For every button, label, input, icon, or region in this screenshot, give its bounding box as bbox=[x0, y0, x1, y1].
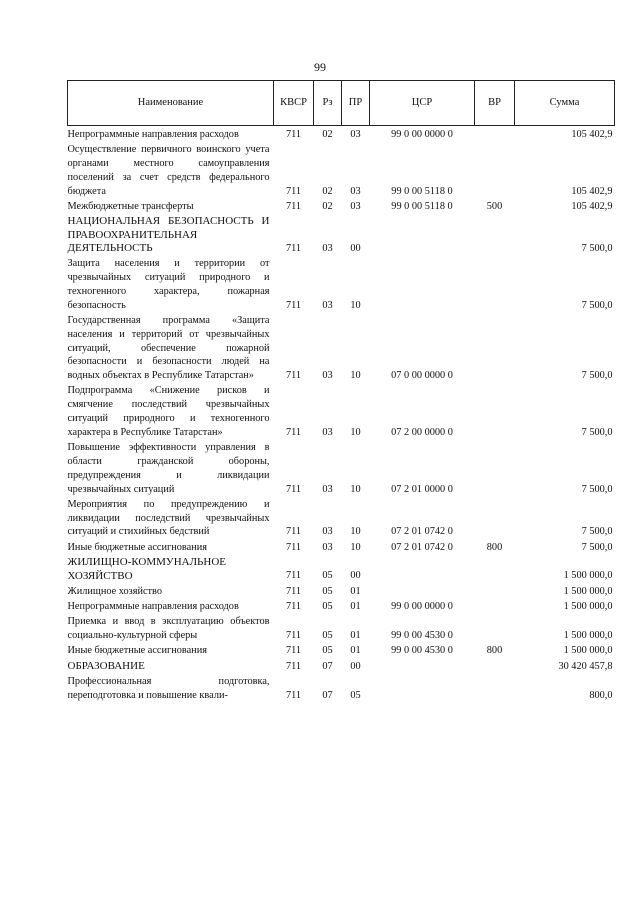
table-row bbox=[68, 126, 615, 144]
cell-kvsr: 711 bbox=[285, 526, 302, 538]
cell-name: Профессиональная подготовка, переподготовка и повышение квали- bbox=[67, 675, 270, 701]
cell-name: Приемка и ввод в эксплуатацию объектов социально-культурной сферы bbox=[67, 616, 270, 641]
header-csr: ЦСР bbox=[370, 81, 475, 126]
cell-rz: 03 bbox=[322, 426, 333, 438]
table-body bbox=[68, 126, 615, 704]
cell-vr bbox=[475, 314, 515, 384]
cell-vr bbox=[475, 441, 515, 498]
table-row bbox=[68, 585, 615, 600]
cell-rz: 05 bbox=[322, 629, 333, 641]
cell-vr bbox=[475, 585, 515, 600]
table-header-row bbox=[68, 81, 615, 126]
cell-vr bbox=[475, 498, 515, 541]
cell-sum: 1 500 000,0 bbox=[563, 585, 613, 597]
cell-csr: 99 0 00 4530 0 bbox=[391, 645, 453, 657]
cell-name: Осуществление первичного воинского учета органами местного самоуправления поселений за счет средств федерального бюджета bbox=[67, 144, 270, 197]
cell-csr bbox=[370, 257, 475, 314]
cell-kvsr: 711 bbox=[285, 185, 302, 197]
cell-kvsr: 711 bbox=[285, 299, 302, 311]
cell-pr: 05 bbox=[350, 689, 361, 701]
table-row bbox=[68, 200, 615, 215]
cell-kvsr: 711 bbox=[285, 570, 302, 582]
cell-vr: 500 bbox=[486, 200, 503, 212]
cell-pr: 10 bbox=[350, 426, 361, 438]
cell-csr: 99 0 00 4530 0 bbox=[391, 629, 453, 641]
cell-rz: 03 bbox=[322, 299, 333, 311]
cell-pr: 03 bbox=[350, 200, 361, 212]
cell-vr bbox=[475, 675, 515, 704]
cell-pr: 03 bbox=[350, 185, 361, 197]
cell-rz: 05 bbox=[322, 585, 333, 597]
cell-csr bbox=[370, 675, 475, 704]
cell-csr bbox=[370, 215, 475, 257]
cell-kvsr: 711 bbox=[285, 242, 302, 254]
cell-kvsr: 711 bbox=[285, 600, 302, 612]
cell-pr: 10 bbox=[350, 541, 361, 553]
table-row bbox=[68, 314, 615, 384]
table-row bbox=[68, 615, 615, 644]
page-number: 99 bbox=[314, 60, 326, 74]
cell-csr: 07 2 01 0742 0 bbox=[391, 526, 453, 538]
cell-sum: 105 402,9 bbox=[571, 185, 613, 197]
cell-csr: 99 0 00 0000 0 bbox=[391, 129, 453, 140]
cell-kvsr: 711 bbox=[285, 370, 302, 382]
cell-csr bbox=[370, 585, 475, 600]
cell-vr: 800 bbox=[486, 645, 503, 657]
table-row bbox=[68, 675, 615, 704]
cell-vr bbox=[475, 600, 515, 615]
cell-pr: 10 bbox=[350, 526, 361, 538]
cell-csr bbox=[370, 556, 475, 585]
cell-pr: 00 bbox=[350, 660, 361, 672]
cell-kvsr: 711 bbox=[285, 689, 302, 701]
cell-sum: 7 500,0 bbox=[581, 370, 613, 382]
budget-table bbox=[67, 80, 615, 704]
cell-name: Защита населения и территории от чрезвычайных ситуаций природного и техногенного характера, пожарная безопасность bbox=[67, 258, 270, 311]
cell-csr: 07 2 00 0000 0 bbox=[391, 426, 453, 438]
cell-name: Жилищное хозяйство bbox=[67, 585, 162, 597]
cell-kvsr: 711 bbox=[285, 629, 302, 641]
cell-name: ОБРАЗОВАНИЕ bbox=[67, 659, 145, 672]
cell-vr: 800 bbox=[486, 541, 503, 553]
cell-sum: 105 402,9 bbox=[571, 129, 613, 140]
cell-vr bbox=[475, 257, 515, 314]
cell-rz: 03 bbox=[322, 242, 333, 254]
cell-sum: 7 500,0 bbox=[581, 483, 613, 495]
cell-pr: 01 bbox=[350, 645, 361, 657]
cell-csr: 99 0 00 5118 0 bbox=[391, 185, 453, 197]
cell-vr bbox=[475, 660, 515, 675]
table-row bbox=[68, 215, 615, 257]
header-vr: ВР bbox=[475, 81, 515, 126]
cell-pr: 00 bbox=[350, 242, 361, 254]
cell-kvsr: 711 bbox=[285, 426, 302, 438]
cell-rz: 03 bbox=[322, 483, 333, 495]
table-row bbox=[68, 644, 615, 659]
cell-name: Межбюджетные трансферты bbox=[67, 200, 194, 212]
header-pr: ПР bbox=[342, 81, 370, 126]
header-name: Наименование bbox=[68, 81, 274, 126]
cell-rz: 07 bbox=[322, 660, 333, 672]
cell-rz: 02 bbox=[322, 129, 333, 140]
cell-vr bbox=[475, 384, 515, 441]
cell-sum: 7 500,0 bbox=[581, 426, 613, 438]
cell-rz: 05 bbox=[322, 600, 333, 612]
cell-name: Иные бюджетные ассигнования bbox=[67, 541, 207, 553]
cell-sum: 30 420 457,8 bbox=[558, 660, 613, 672]
cell-rz: 03 bbox=[322, 526, 333, 538]
cell-vr bbox=[475, 126, 515, 144]
cell-sum: 7 500,0 bbox=[581, 541, 613, 553]
cell-kvsr: 711 bbox=[285, 541, 302, 553]
cell-rz: 03 bbox=[322, 541, 333, 553]
cell-name: Мероприятия по предупреждению и ликвидации последствий чрезвычайных ситуаций и стихийных бедствий bbox=[67, 498, 270, 538]
cell-rz: 03 bbox=[322, 370, 333, 382]
cell-pr: 00 bbox=[350, 570, 361, 582]
cell-rz: 05 bbox=[322, 645, 333, 657]
cell-sum: 1 500 000,0 bbox=[563, 600, 613, 612]
cell-vr bbox=[475, 215, 515, 257]
cell-sum: 1 500 000,0 bbox=[563, 570, 613, 582]
header-sum: Сумма bbox=[515, 81, 615, 126]
cell-csr: 99 0 00 0000 0 bbox=[391, 600, 453, 612]
table-row bbox=[68, 257, 615, 314]
cell-name: ЖИЛИЩНО-КОММУНАЛЬНОЕ ХОЗЯЙСТВО bbox=[67, 556, 226, 582]
cell-sum: 7 500,0 bbox=[581, 526, 613, 538]
cell-pr: 03 bbox=[350, 129, 361, 140]
cell-sum: 1 500 000,0 bbox=[563, 645, 613, 657]
cell-pr: 01 bbox=[350, 585, 361, 597]
cell-sum: 105 402,9 bbox=[571, 200, 613, 212]
cell-pr: 10 bbox=[350, 299, 361, 311]
cell-csr: 07 0 00 0000 0 bbox=[391, 370, 453, 382]
cell-vr bbox=[475, 143, 515, 200]
cell-sum: 1 500 000,0 bbox=[563, 629, 613, 641]
cell-kvsr: 711 bbox=[285, 129, 302, 140]
cell-kvsr: 711 bbox=[285, 200, 302, 212]
cell-sum: 800,0 bbox=[589, 689, 613, 701]
cell-kvsr: 711 bbox=[285, 585, 302, 597]
cell-name: Подпрограмма «Снижение рисков и смягчение последствий чрезвычайных ситуаций природного и техногенного характера в Республике Татарстан» bbox=[67, 385, 270, 438]
table-row bbox=[68, 384, 615, 441]
cell-sum: 7 500,0 bbox=[581, 242, 613, 254]
cell-name: Государственная программа «Защита населения и территорий от чрезвычайных ситуаций, обеспечение пожарной безопасности и безопасности людей на водных объектах в Республике Татарстан» bbox=[67, 314, 270, 382]
table-row bbox=[68, 498, 615, 541]
header-kvsr: КВСР bbox=[274, 81, 314, 126]
cell-pr: 01 bbox=[350, 629, 361, 641]
table-row bbox=[68, 556, 615, 585]
cell-csr bbox=[370, 660, 475, 675]
cell-name: НАЦИОНАЛЬНАЯ БЕЗОПАСНОСТЬ И ПРАВООХРАНИТЕЛЬНАЯ ДЕЯТЕЛЬНОСТЬ bbox=[67, 215, 270, 255]
cell-vr bbox=[475, 615, 515, 644]
cell-csr: 99 0 00 5118 0 bbox=[391, 200, 453, 212]
cell-pr: 01 bbox=[350, 600, 361, 612]
cell-rz: 05 bbox=[322, 570, 333, 582]
cell-name: Непрограммные направления расходов bbox=[67, 129, 239, 140]
cell-rz: 02 bbox=[322, 185, 333, 197]
cell-sum: 7 500,0 bbox=[581, 299, 613, 311]
table-row bbox=[68, 143, 615, 200]
cell-pr: 10 bbox=[350, 370, 361, 382]
cell-csr: 07 2 01 0742 0 bbox=[391, 541, 453, 553]
table-row bbox=[68, 441, 615, 498]
table-row bbox=[68, 541, 615, 556]
cell-kvsr: 711 bbox=[285, 660, 302, 672]
cell-name: Иные бюджетные ассигнования bbox=[67, 645, 207, 657]
cell-kvsr: 711 bbox=[285, 483, 302, 495]
cell-rz: 02 bbox=[322, 200, 333, 212]
cell-vr bbox=[475, 556, 515, 585]
header-rz: Рз bbox=[314, 81, 342, 126]
cell-csr: 07 2 01 0000 0 bbox=[391, 483, 453, 495]
cell-pr: 10 bbox=[350, 483, 361, 495]
cell-name: Повышение эффективности управления в области гражданской обороны, предупреждения и ликвидации чрезвычайных ситуаций bbox=[67, 442, 270, 495]
cell-kvsr: 711 bbox=[285, 645, 302, 657]
table-row bbox=[68, 600, 615, 615]
cell-rz: 07 bbox=[322, 689, 333, 701]
cell-name: Непрограммные направления расходов bbox=[67, 600, 239, 612]
table-row bbox=[68, 660, 615, 675]
